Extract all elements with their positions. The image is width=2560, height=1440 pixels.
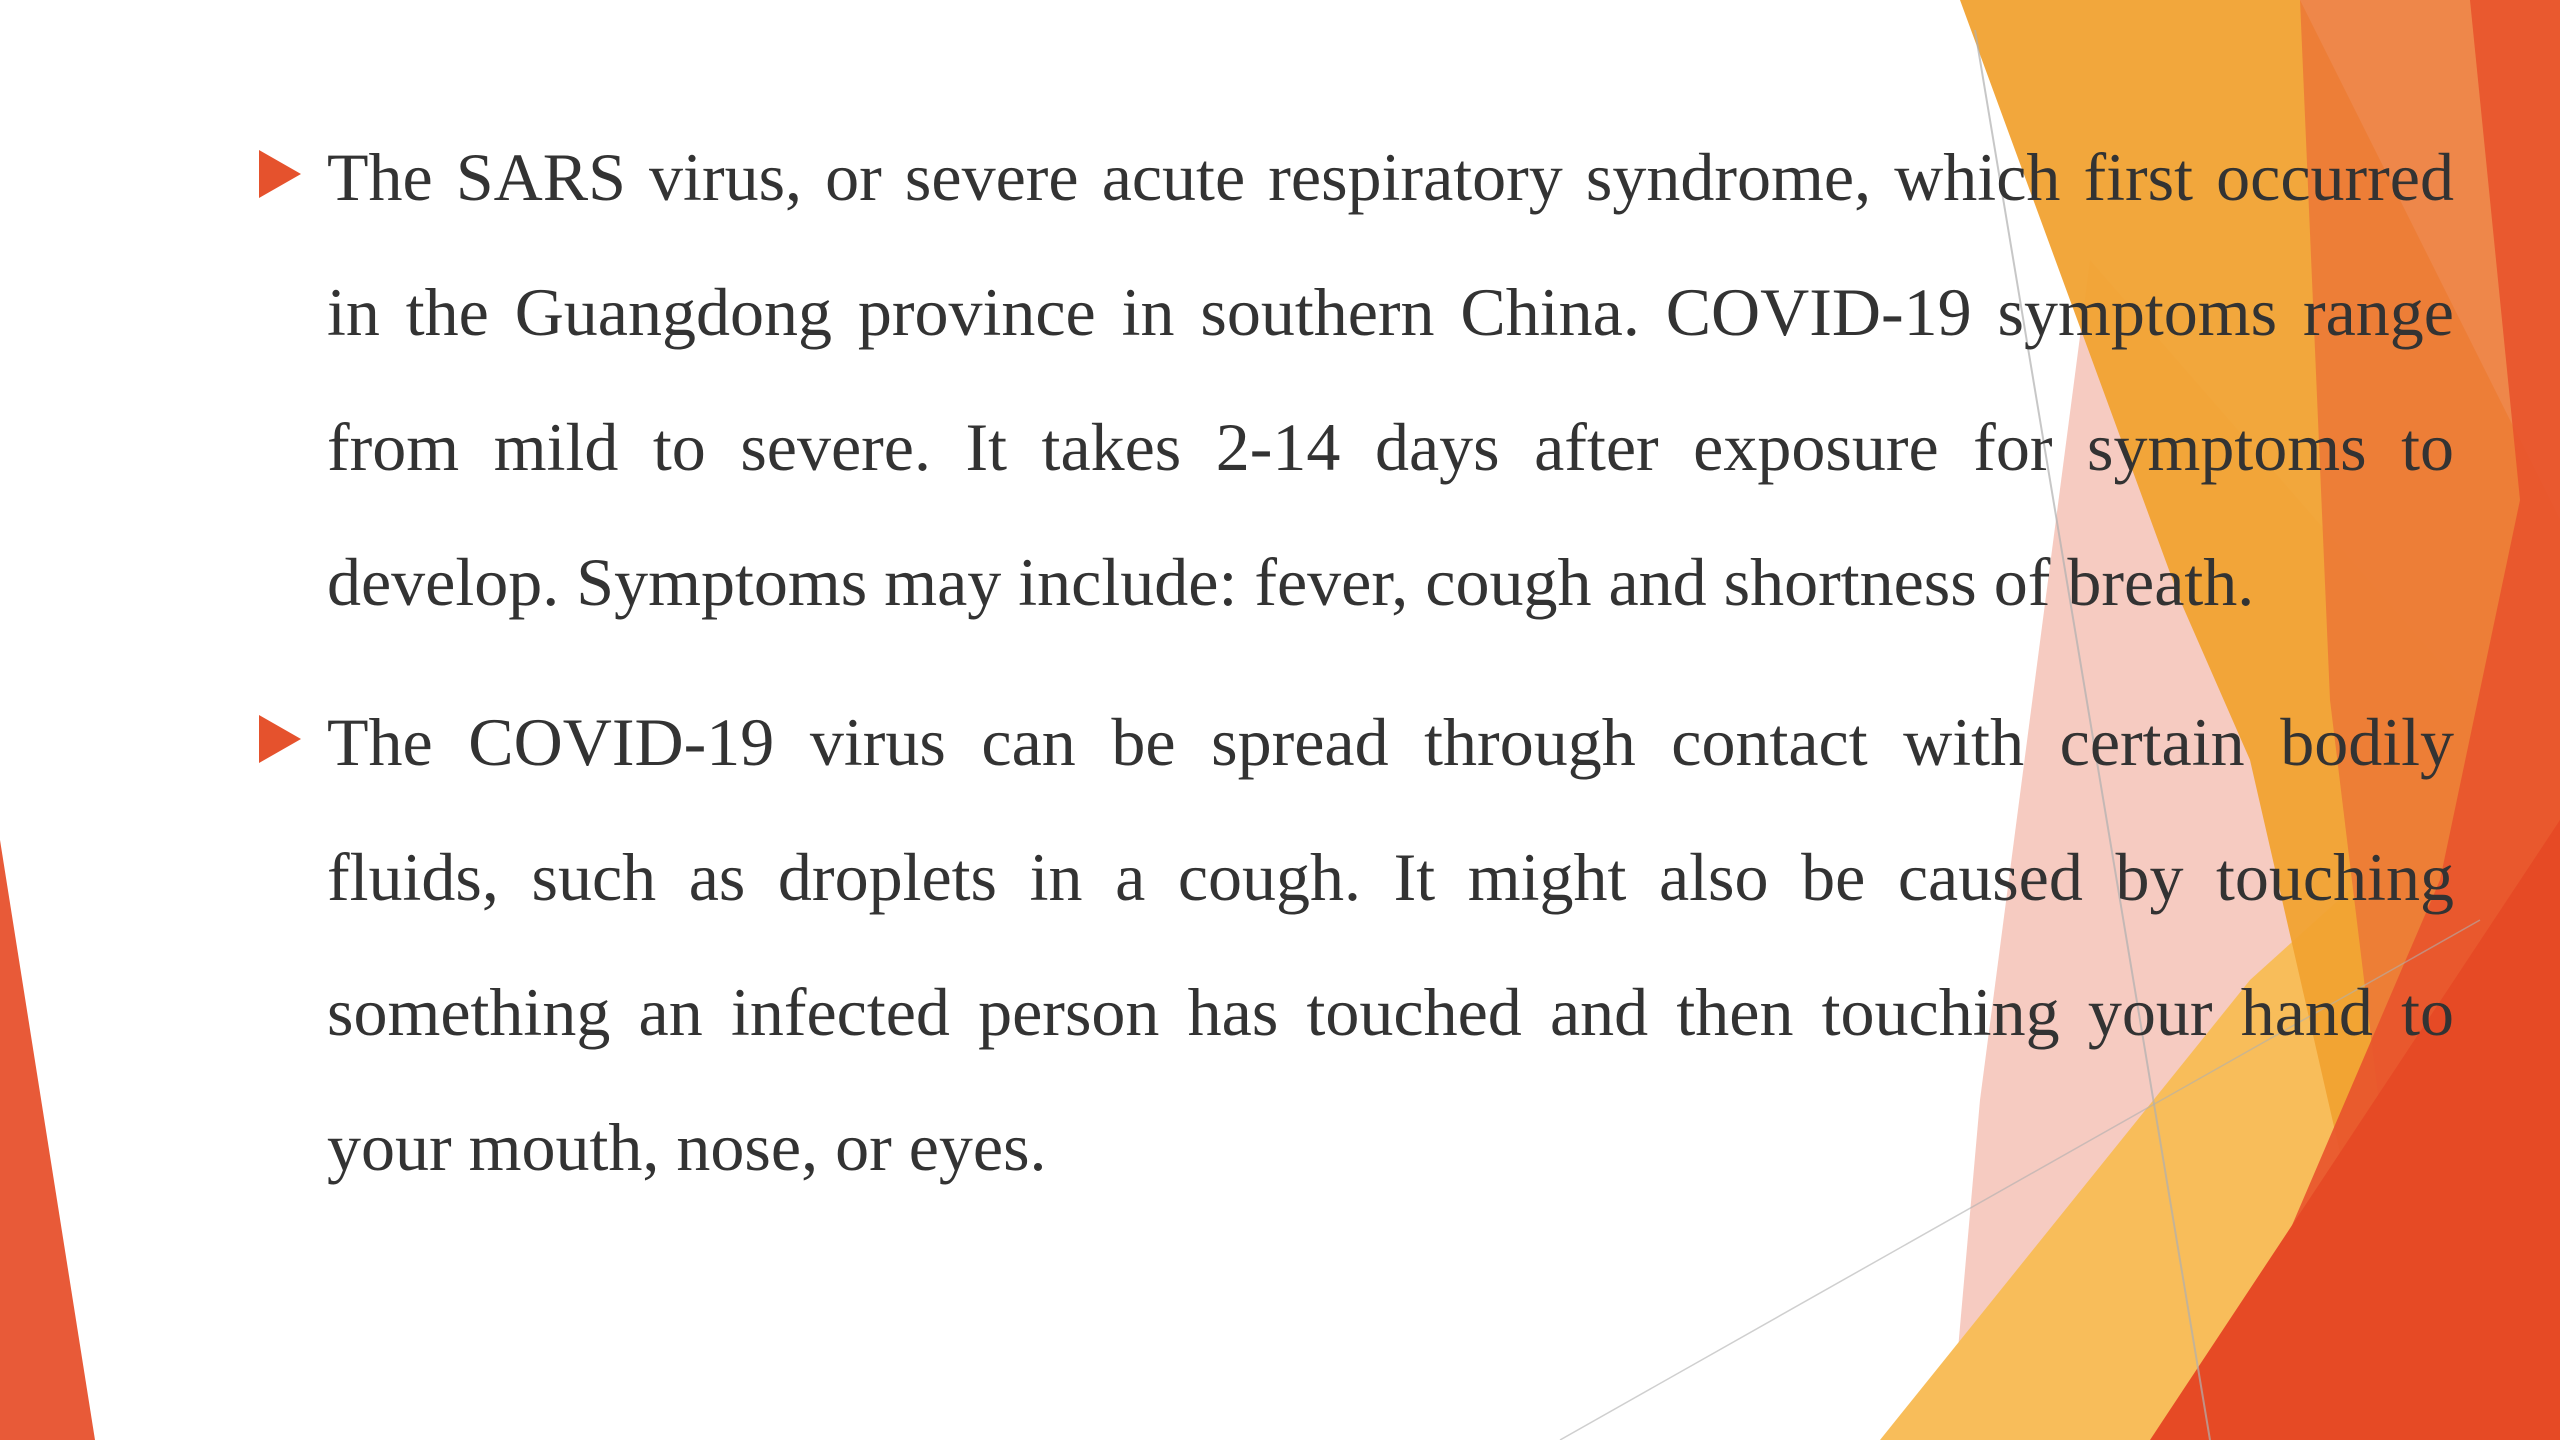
triangle-bullet-icon [259,150,301,198]
slide-content [255,110,2455,1240]
triangle-bullet-icon [259,715,301,763]
bullet-text: The COVID-19 virus can be spread through contact with certain bodily fluids, such as droplets in a cough. It might also be caused by touching something an infected person has touched and then touching your hand to your mouth, nose, or eyes. [327,704,2454,1185]
bullet-item-covid-spread [255,675,2455,1215]
left-red-shape [0,840,95,1440]
bullet-text: The SARS virus, or severe acute respiratory syndrome, which first occurred in the Guangdong province in southern China. COVID-19 symptoms range from mild to severe. It takes 2-14 days after exposure for symptoms to develop. Symptoms may include: fever, cough and shortness of breath. [327,139,2454,620]
bullet-item-sars [255,110,2455,650]
